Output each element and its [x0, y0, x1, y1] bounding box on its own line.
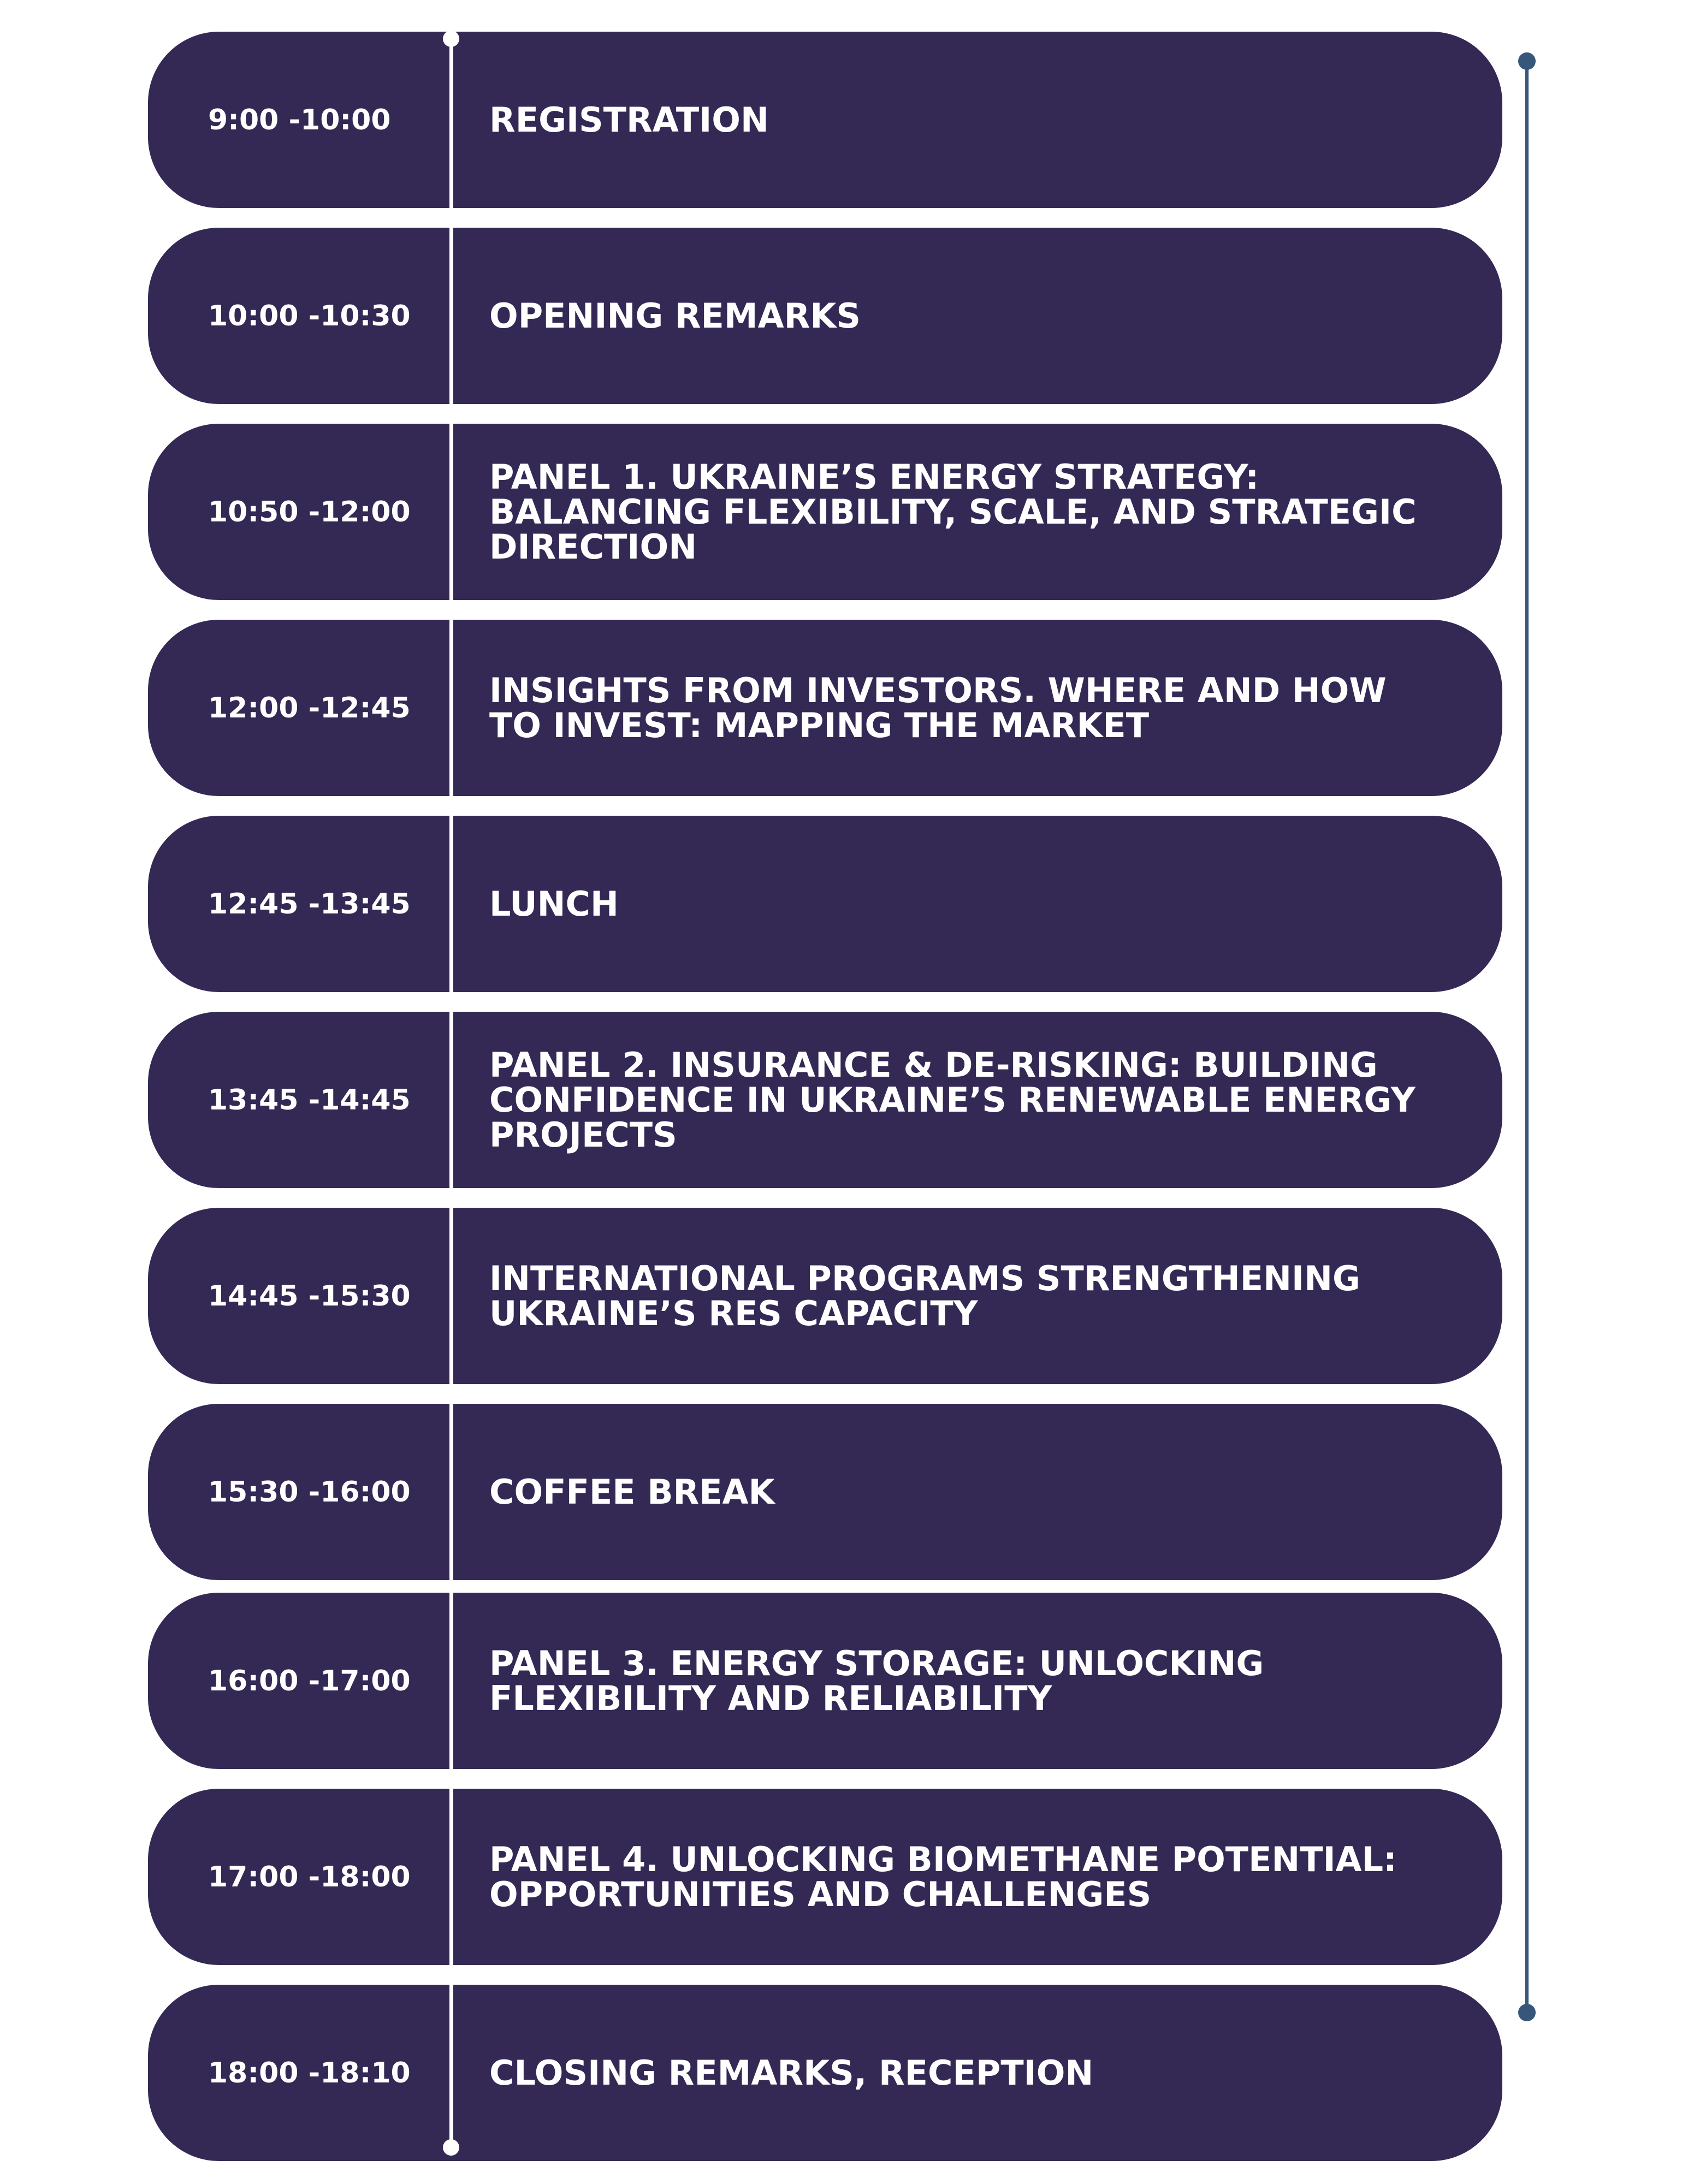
schedule-row-coffee-break [148, 1404, 1502, 1580]
session-title: INSIGHTS FROM INVESTORS. WHERE AND HOW TO INVEST: MAPPING THE MARKET [489, 670, 1387, 745]
session-title: INTERNATIONAL PROGRAMS STRENGTHENING UKRAINE’S RES CAPACITY [489, 1258, 1360, 1333]
divider-bottom-dot [443, 2139, 459, 2156]
column-divider-line [449, 38, 453, 2151]
session-title: LUNCH [489, 883, 619, 924]
session-title: PANEL 4. UNLOCKING BIOMETHANE POTENTIAL: OPPORTUNITIES AND CHALLENGES [489, 1839, 1397, 1914]
time-slot: 10:50 -12:00 [208, 495, 411, 529]
schedule-row-panel-3 [148, 1593, 1502, 1769]
time-slot: 10:00 -10:30 [208, 299, 411, 333]
schedule-row-registration [148, 32, 1502, 208]
schedule-row-investor-insights [148, 620, 1502, 796]
time-slot: 16:00 -17:00 [208, 1664, 411, 1698]
schedule-row-lunch [148, 816, 1502, 992]
session-title: PANEL 2. INSURANCE & DE-RISKING: BUILDING CONFIDENCE IN UKRAINE’S RENEWABLE ENERGY PROJECTS [489, 1044, 1415, 1155]
session-title: REGISTRATION [489, 99, 769, 140]
time-slot: 12:00 -12:45 [208, 691, 411, 725]
schedule-row-panel-1 [148, 424, 1502, 600]
session-title: PANEL 3. ENERGY STORAGE: UNLOCKING FLEXIBILITY AND RELIABILITY [489, 1643, 1264, 1718]
session-title: CLOSING REMARKS, RECEPTION [489, 2052, 1094, 2093]
schedule-row-closing-remarks [148, 1985, 1502, 2161]
timeline-start-dot [1518, 52, 1536, 70]
schedule-row-opening-remarks [148, 228, 1502, 404]
time-slot: 12:45 -13:45 [208, 887, 411, 921]
session-title: COFFEE BREAK [489, 1471, 775, 1512]
time-slot: 18:00 -18:10 [208, 2056, 411, 2090]
time-slot: 13:45 -14:45 [208, 1083, 411, 1117]
time-slot: 15:30 -16:00 [208, 1475, 411, 1509]
session-title: OPENING REMARKS [489, 295, 861, 336]
time-slot: 9:00 -10:00 [208, 103, 391, 136]
schedule-row-international-programs [148, 1208, 1502, 1384]
time-slot: 17:00 -18:00 [208, 1860, 411, 1894]
session-title: PANEL 1. UKRAINE’S ENERGY STRATEGY: BALANCING FLEXIBILITY, SCALE, AND STRATEGIC DIRECTION [489, 456, 1417, 567]
divider-top-dot [443, 31, 459, 47]
timeline-end-dot [1518, 2004, 1536, 2021]
schedule-row-panel-4 [148, 1789, 1502, 1965]
time-slot: 14:45 -15:30 [208, 1279, 411, 1313]
schedule-row-panel-2 [148, 1012, 1502, 1188]
timeline-line [1525, 61, 1529, 2013]
